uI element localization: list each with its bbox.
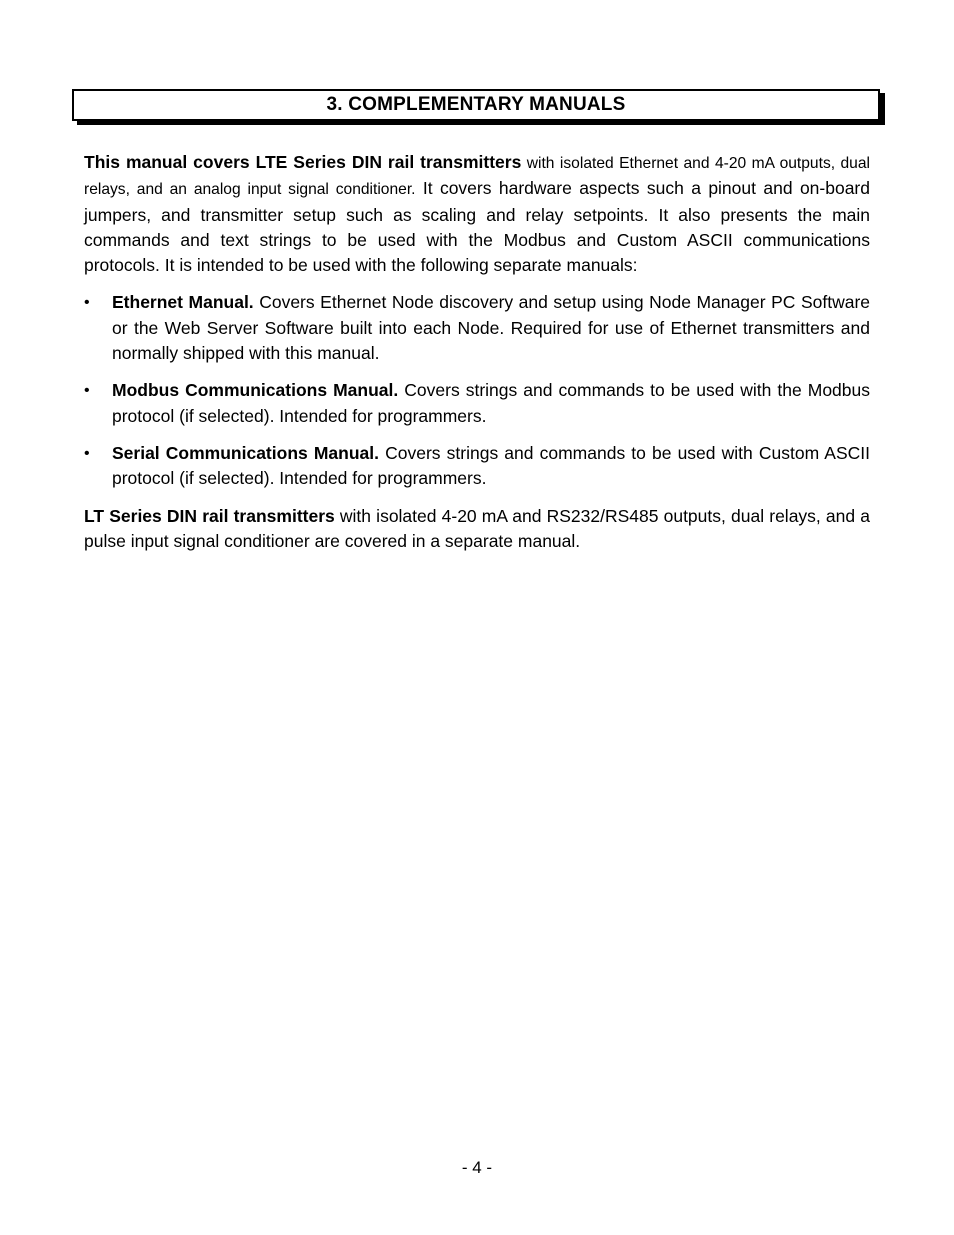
list-item — [84, 290, 870, 366]
manual-description: Covers strings and commands to be used with Custom ASCII protocol (if selected). Intended for programmers. — [112, 442, 871, 489]
list-item — [84, 441, 870, 492]
intro-bold-lead: This manual covers LTE Series DIN rail transmitters — [84, 152, 522, 172]
intro-small-text: with isolated Ethernet and 4-20 mA outputs, dual relays, and an analog input signal conditioner. — [84, 155, 870, 199]
closing-text: with isolated 4-20 mA and RS232/RS485 outputs, dual relays, and a pulse input signal conditioner are covered in a separate manual. — [84, 505, 871, 551]
list-item — [84, 378, 870, 429]
bullet-icon: • — [84, 382, 90, 400]
manual-description: Covers Ethernet Node discovery and setup using Node Manager PC Software or the Web Server Software built into each Node. Required for use of Ethernet transmitters and normally shipped with this manual. — [112, 292, 870, 364]
document-body — [84, 150, 870, 566]
manual-description: Covers strings and commands to be used with the Modbus protocol (if selected). Intended for programmers. — [112, 380, 870, 426]
section-heading-text: 3. COMPLEMENTARY MANUALS — [326, 94, 626, 115]
manual-title: Modbus Communications Manual. — [112, 380, 399, 401]
intro-rest-text: It covers hardware aspects such a pinout and on-board jumpers, and transmitter setup such as scaling and relay setpoints. It also presents the main commands and text strings to be used with the Modbus and Custom ASCII communications protocols. It is intended to be used with the following separate manuals: — [84, 178, 870, 276]
page-number: - 4 - — [461, 1158, 493, 1177]
closing-bold-lead: LT Series DIN rail transmitters — [84, 505, 335, 526]
bullet-icon: • — [84, 444, 90, 462]
section-heading — [72, 89, 880, 121]
intro-paragraph — [84, 150, 870, 278]
manual-title: Serial Communications Manual. — [112, 442, 379, 463]
manuals-list — [84, 290, 870, 491]
closing-paragraph — [84, 504, 870, 555]
manual-title: Ethernet Manual. — [112, 292, 254, 313]
bullet-icon: • — [84, 294, 90, 312]
